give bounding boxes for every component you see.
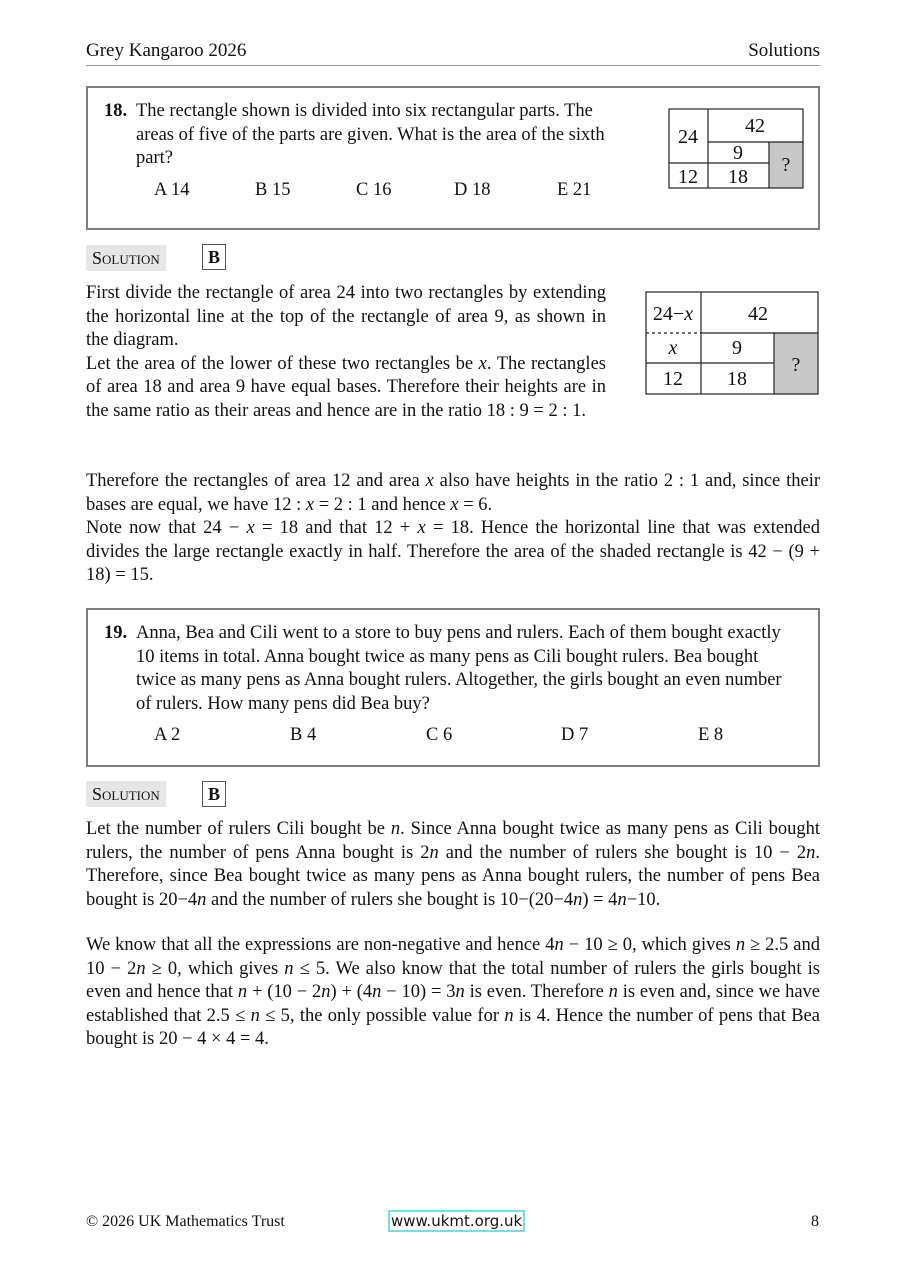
running-title: Grey Kangaroo 2026 bbox=[86, 40, 247, 61]
option-e: E 21 bbox=[557, 180, 592, 200]
solution-diagram bbox=[645, 291, 819, 395]
solution-label: Solution bbox=[86, 781, 166, 807]
option-b: B 15 bbox=[255, 180, 291, 200]
area-18: 18 bbox=[727, 368, 747, 390]
copyright: © 2026 UK Mathematics Trust bbox=[86, 1213, 285, 1230]
option-b: B 4 bbox=[290, 725, 317, 745]
question-line: 10 items in total. Anna bought twice as many pens as Cili bought rulers. Bea bought bbox=[136, 646, 759, 667]
area-x: x bbox=[668, 337, 678, 359]
answer-badge: B bbox=[202, 244, 226, 270]
question-line: The rectangle shown is divided into six rectangular parts. The bbox=[136, 101, 593, 121]
page-number: 8 bbox=[811, 1213, 819, 1230]
area-9: 9 bbox=[733, 142, 743, 164]
paragraph: Let the number of rulers Cili bought be n. Since Anna bought twice as many pens as Cili bought rulers, the number of pens Anna bought is 2n and the number of rulers she bought is 10 − 2n. Therefore, since Bea bought twice as many pens as Anna bought rulers, the number of pens Bea bought is 20−4n and the number of rulers she bought is 10−(20−4n) = 4n−10. bbox=[86, 819, 820, 910]
unknown-area: ? bbox=[781, 154, 791, 176]
question-text bbox=[136, 622, 816, 716]
question-line: Anna, Bea and Cili went to a store to buy pens and rulers. Each of them bought exactly bbox=[136, 623, 781, 643]
area-9: 9 bbox=[732, 337, 742, 359]
option-a: A 2 bbox=[154, 725, 181, 745]
question-18-box bbox=[86, 86, 820, 230]
area-12: 12 bbox=[678, 166, 698, 188]
answer-badge: B bbox=[202, 781, 226, 807]
section-label: Solutions bbox=[748, 40, 820, 61]
option-e: E 8 bbox=[698, 725, 724, 745]
area-18: 18 bbox=[728, 166, 748, 188]
solution-label: Solution bbox=[86, 245, 166, 271]
website-link-text[interactable]: www.ukmt.org.uk bbox=[388, 1210, 525, 1232]
area-24: 24 bbox=[678, 126, 698, 148]
unknown-area: ? bbox=[791, 354, 801, 376]
paragraph: Let the area of the lower of these two rectangles be x. The rectangles of area 18 and area 9 have equal bases. Therefore their heights are in the same ratio as their areas and hence are in the ratio 18 : 9 = 2 : 1. bbox=[86, 353, 606, 421]
question-number: 19. bbox=[104, 623, 128, 643]
area-12: 12 bbox=[663, 368, 683, 390]
paragraph: First divide the rectangle of area 24 into two rectangles by extending the horizontal line at the top of the rectangle of area 9, as shown in the diagram. bbox=[86, 283, 606, 350]
option-c: C 6 bbox=[426, 725, 453, 745]
question-line: part? bbox=[136, 148, 173, 168]
question-line: areas of five of the parts are given. What is the area of the sixth bbox=[136, 124, 605, 145]
option-a: A 14 bbox=[154, 180, 190, 200]
question-line: twice as many pens as Anna bought rulers. Altogether, the girls bought an even number bbox=[136, 670, 782, 690]
question-19-box bbox=[86, 608, 820, 767]
solution-18-text-bottom bbox=[86, 470, 820, 588]
option-c: C 16 bbox=[356, 180, 392, 200]
paragraph: We know that all the expressions are non-negative and hence 4n − 10 ≥ 0, which gives n ≥ 2.5 and 10 − 2n ≥ 0, which gives n ≤ 5. We also know that the total number of rulers the girls bought is even and hence that n + (10 − 2n) + (4n − 10) = 3n is even. Therefore n is even and, since we have established that 2.5 ≤ n ≤ 5, the only possible value for n is 4. Hence the number of pens that Bea bought is 20 − 4 × 4 = 4. bbox=[86, 935, 820, 1049]
solution-18-text-top bbox=[86, 282, 606, 423]
question-text bbox=[136, 100, 656, 171]
solution-19-text bbox=[86, 818, 820, 1052]
website-link[interactable] bbox=[388, 1212, 525, 1231]
rectangle-diagram bbox=[668, 108, 805, 190]
question-number: 18. bbox=[104, 101, 128, 121]
paragraph: Therefore the rectangles of area 12 and area x also have heights in the ratio 2 : 1 and, since their bases are equal, we have 12 : x = 2 : 1 and hence x = 6. bbox=[86, 471, 820, 515]
option-d: D 18 bbox=[454, 180, 491, 200]
option-d: D 7 bbox=[561, 725, 589, 745]
area-label-24-minus-x: 24−x bbox=[652, 303, 694, 325]
question-line: of rulers. How many pens did Bea buy? bbox=[136, 693, 430, 714]
paragraph: Note now that 24 − x = 18 and that 12 + x = 18. Hence the horizontal line that was extended divides the large rectangle exactly in half. Therefore the area of the shaded rectangle is 42 − (9 + 18) = 15. bbox=[86, 518, 821, 585]
area-42: 42 bbox=[748, 303, 768, 325]
area-42: 42 bbox=[745, 115, 765, 137]
header-rule bbox=[86, 65, 820, 66]
